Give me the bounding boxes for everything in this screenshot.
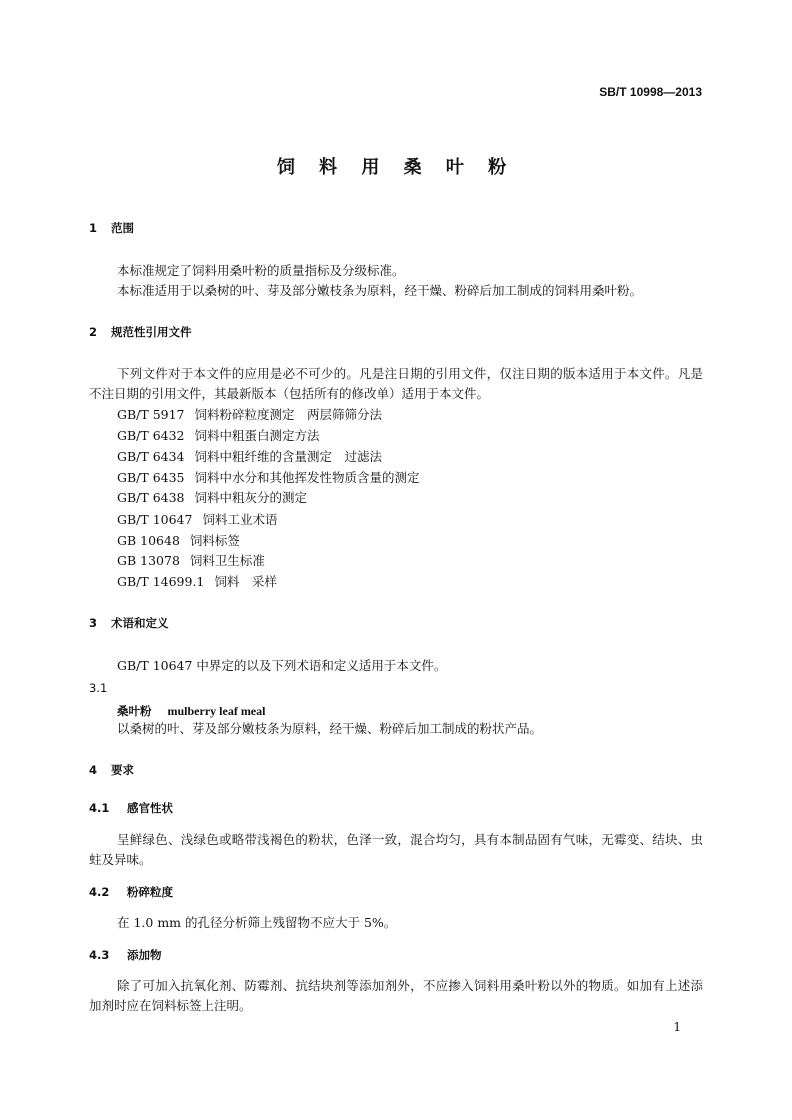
section-4-heading	[89, 762, 134, 778]
subsection-number: 4.2	[89, 885, 110, 899]
reference-item	[117, 488, 307, 508]
scope-paragraph-1: 本标准规定了饲料用桑叶粉的质量指标及分级标准。	[117, 263, 405, 278]
reference-item	[117, 531, 240, 551]
reference-title: 饲料标签	[189, 533, 240, 548]
section-title: 范围	[111, 221, 134, 235]
section-number: 3	[89, 616, 98, 630]
term-english: mulberry leaf meal	[167, 704, 266, 718]
subsection-4-2-heading	[89, 884, 173, 900]
section-title: 要求	[111, 763, 134, 777]
subsection-4-1-heading	[89, 800, 173, 816]
reference-title: 饲料卫生标准	[189, 553, 265, 568]
reference-code: GB 13078	[117, 553, 180, 568]
reference-code: GB/T 5917	[117, 407, 185, 422]
subsection-4-3-heading	[89, 947, 162, 963]
term-chinese: 桑叶粉	[117, 704, 152, 718]
sensory-properties-text: 呈鲜绿色、浅绿色或略带浅褐色的粉状，色泽一致，混合均匀，具有本制品固有气味，无霉变、结块、虫蛀及异味。	[89, 832, 703, 867]
page-number: 1	[673, 1020, 681, 1034]
reference-code: GB/T 14699.1	[117, 574, 205, 589]
section-title: 规范性引用文件	[111, 325, 192, 339]
section-number: 2	[89, 325, 98, 339]
term-entry	[117, 700, 265, 719]
subsection-title: 添加物	[127, 948, 162, 962]
terms-intro: GB/T 10647 中界定的以及下列术语和定义适用于本文件。	[117, 658, 447, 673]
additives-text: 除了可加入抗氧化剂、防霉剂、抗结块剂等添加剂外，不应掺入饲料用桑叶粉以外的物质。如加有上述添加剂时应在饲料标签上注明。	[89, 978, 703, 1013]
reference-title: 饲料粉碎粒度测定 两层筛筛分法	[194, 407, 383, 422]
reference-title: 饲料中水分和其他挥发性物质含量的测定	[194, 470, 420, 485]
subsection-number: 4.1	[89, 801, 110, 815]
reference-title: 饲料 采样	[214, 574, 277, 589]
section-3-heading	[89, 615, 169, 631]
section-1-heading	[89, 220, 134, 236]
reference-item	[117, 447, 382, 467]
section-number: 4	[89, 763, 98, 777]
reference-code: GB/T 6434	[117, 449, 185, 464]
reference-code: GB 10648	[117, 533, 180, 548]
reference-title: 饲料工业术语	[202, 512, 278, 527]
reference-item	[117, 572, 277, 592]
normative-intro: 下列文件对于本文件的应用是必不可少的。凡是注日期的引用文件，仅注日期的版本适用于本文件。凡是不注日期的引用文件，其最新版本（包括所有的修改单）适用于本文件。	[89, 366, 703, 401]
reference-code: GB/T 6435	[117, 470, 185, 485]
subsection-number: 4.3	[89, 948, 110, 962]
reference-title: 饲料中粗蛋白测定方法	[194, 428, 320, 443]
reference-title: 饲料中粗纤维的含量测定 过滤法	[194, 449, 383, 464]
reference-item	[117, 426, 320, 446]
reference-item	[117, 510, 277, 530]
section-title: 术语和定义	[111, 616, 169, 630]
particle-size-text: 在 1.0 mm 的孔径分析筛上残留物不应大于 5%。	[117, 915, 397, 930]
section-number: 1	[89, 221, 98, 235]
reference-title: 饲料中粗灰分的测定	[194, 490, 308, 505]
reference-item	[117, 405, 382, 425]
reference-code: GB/T 6438	[117, 490, 185, 505]
scope-paragraph-2: 本标准适用于以桑树的叶、芽及部分嫩枝条为原料，经干燥、粉碎后加工制成的饲料用桑叶粉。	[117, 283, 643, 298]
reference-item	[117, 468, 420, 488]
document-title: 饲 料 用 桑 叶 粉	[276, 157, 516, 178]
section-2-heading	[89, 324, 192, 340]
term-number: 3.1	[89, 681, 108, 695]
standard-code: SB/T 10998—2013	[599, 85, 702, 99]
subsection-title: 感官性状	[127, 801, 173, 815]
reference-code: GB/T 10647	[117, 512, 193, 527]
reference-item	[117, 551, 265, 571]
term-definition: 以桑树的叶、芽及部分嫩枝条为原料，经干燥、粉碎后加工制成的粉状产品。	[117, 721, 543, 736]
subsection-title: 粉碎粒度	[127, 885, 173, 899]
reference-code: GB/T 6432	[117, 428, 185, 443]
